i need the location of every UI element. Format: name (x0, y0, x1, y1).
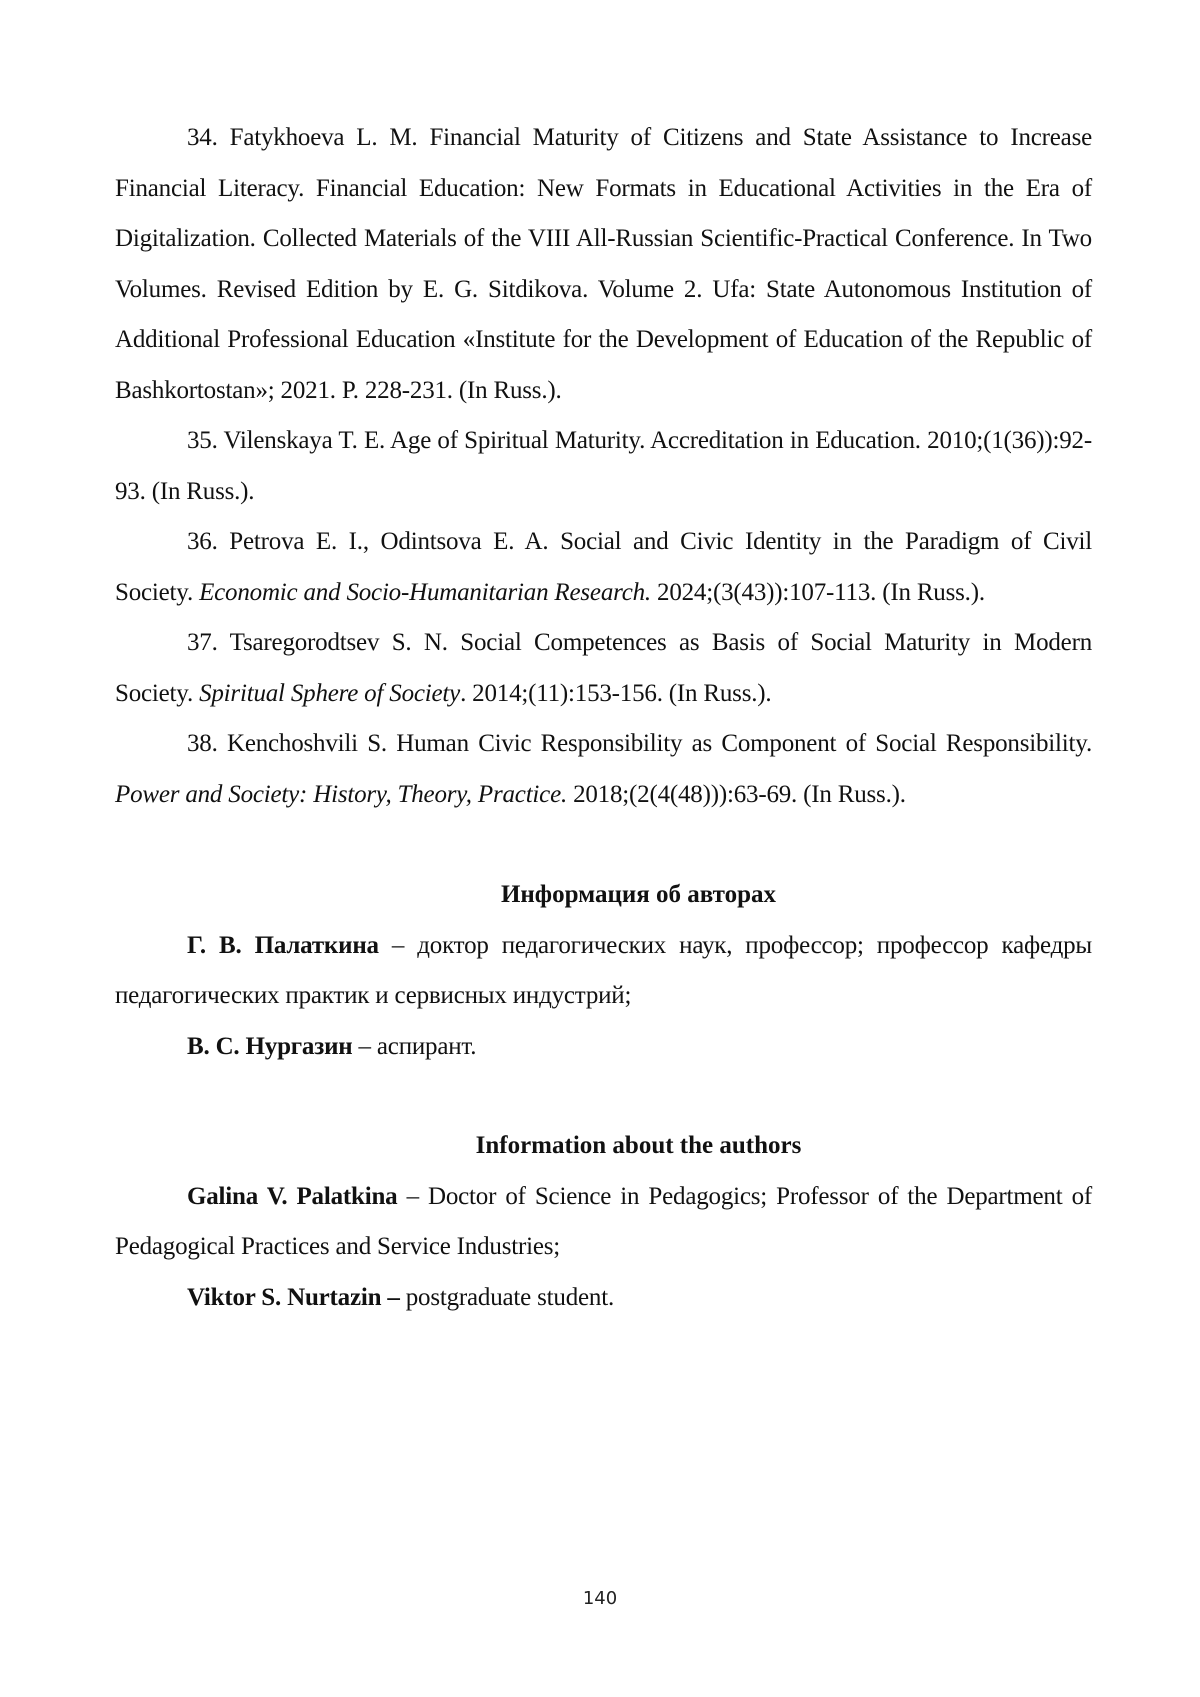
author-description: postgraduate student. (399, 1283, 614, 1311)
reference-text: Kenchoshvili S. Human Civic Responsibility as Component of Social Responsibility. (217, 730, 1092, 757)
spacer (115, 1072, 1092, 1121)
author-description: – аспирант. (352, 1032, 477, 1060)
reference-item (115, 618, 1092, 719)
author-entry (115, 1172, 1092, 1273)
author-description: – Doctor of Science in Pedagogics; Professor of the Department of Pedagogical Practices and Service Industries; (115, 1182, 1093, 1260)
reference-text: Fatykhoeva L. M. Financial Maturity of Citizens and State Assistance to Increase Financial Literacy. Financial Education: New Formats in Educational Activities in the Era of Digitalization. Collected Materials of the VIII All-Russian Scientific-Practical Conference. In Two Volumes. Revised Edition by E. G. Sitdikova. Volume 2. Ufa: State Autonomous Institution of Additional Professional Education «Institute for the Development of Education of the Republic of Bashkortostan»; 2021. P. 228-231. (In Russ.). (115, 124, 1092, 404)
reference-number: 37. (187, 629, 218, 656)
journal-title: Power and Society: History, Theory, Practice. (115, 780, 568, 808)
reference-number: 35. (187, 427, 218, 454)
authors-info-ru (115, 870, 1092, 1072)
document-page (115, 113, 1092, 1323)
reference-item (115, 416, 1092, 517)
author-name: В. С. Нургазин (187, 1032, 353, 1060)
reference-number: 36. (187, 528, 218, 555)
author-entry (115, 921, 1092, 1022)
author-name: Galina V. Palatkina (187, 1182, 398, 1210)
journal-title: Spiritual Sphere of Society (199, 679, 461, 707)
reference-citation: 2018;(2(4(48))):63-69. (In Russ.). (567, 780, 906, 808)
references-list (115, 113, 1092, 820)
spacer (115, 820, 1092, 870)
page-number: 140 (582, 1588, 618, 1609)
reference-item (115, 719, 1092, 820)
reference-number: 34. (187, 124, 218, 151)
author-name: Г. В. Палаткина (187, 931, 379, 959)
section-heading-en: Information about the authors (475, 1132, 802, 1159)
section-heading-ru: Информация об авторах (500, 881, 777, 908)
reference-item (115, 113, 1092, 416)
author-entry (115, 1022, 1092, 1073)
reference-text: Vilenskaya T. E. Age of Spiritual Maturity. Accreditation in Education. 2010;(1(36)):92-93. (In Russ.). (115, 427, 1092, 505)
reference-number: 38. (187, 730, 218, 757)
author-entry (115, 1273, 1092, 1324)
reference-item (115, 517, 1092, 618)
reference-citation: . 2014;(11):153-156. (In Russ.). (460, 679, 772, 707)
reference-text: Petrova E. I., Odintsova E. A. Social and Civic Identity in the Paradigm of Civil Society. (115, 528, 1092, 606)
reference-citation: 2024;(3(43)):107-113. (In Russ.). (650, 578, 985, 606)
reference-text: Tsaregorodtsev S. N. Social Competences as Basis of Social Maturity in Modern Society. (115, 629, 1092, 707)
journal-title: Economic and Socio-Humanitarian Research. (199, 578, 651, 606)
author-name: Viktor S. Nurtazin – (187, 1283, 400, 1311)
authors-info-en (115, 1121, 1092, 1323)
author-description: – доктор педагогических наук, профессор; профессор кафедры педагогических практик и сервисных индустрий; (115, 931, 1092, 1009)
